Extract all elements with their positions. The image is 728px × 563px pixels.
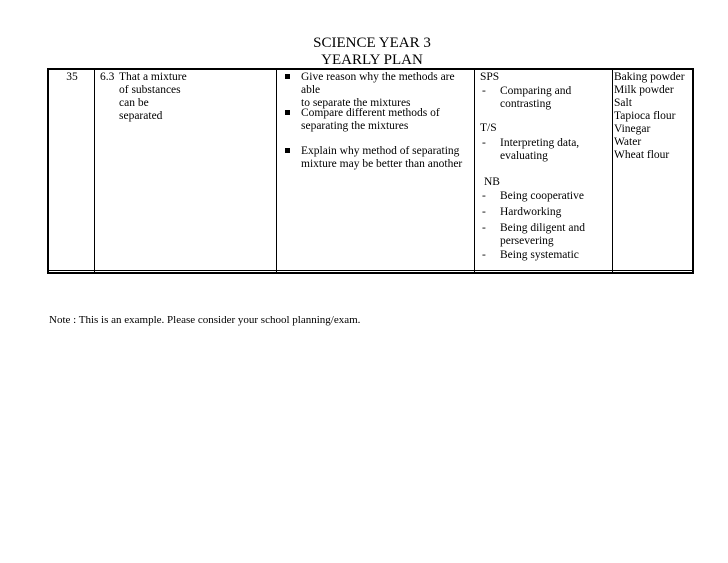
outcome-line: Compare different methods of bbox=[301, 107, 440, 119]
resource-item: Wheat flour bbox=[614, 149, 670, 161]
value-line: persevering bbox=[500, 235, 554, 247]
value-line: Being systematic bbox=[500, 249, 579, 261]
learning-objective-number: 6.3 bbox=[100, 71, 115, 83]
column-divider bbox=[276, 68, 277, 274]
resource-item: Water bbox=[614, 136, 642, 148]
square-bullet-icon bbox=[285, 148, 290, 153]
nb-heading: NB bbox=[484, 176, 500, 188]
resource-item: Vinegar bbox=[614, 123, 651, 135]
value-line: Being cooperative bbox=[500, 190, 584, 202]
skill-line: contrasting bbox=[500, 98, 552, 110]
resources-cell bbox=[614, 71, 692, 162]
square-bullet-icon bbox=[285, 74, 290, 79]
table-inner-border bbox=[49, 270, 692, 271]
footnote: Note : This is an example. Please consider your school planning/exam. bbox=[49, 314, 361, 326]
learning-objective-text bbox=[119, 71, 209, 123]
outcome-line: mixture may be better than another bbox=[301, 158, 463, 170]
skill-line: Comparing and bbox=[500, 85, 572, 97]
document-title: SCIENCE YEAR 3 bbox=[313, 35, 431, 51]
learning-objective-line: That a mixture bbox=[119, 71, 187, 83]
document-subtitle: YEARLY PLAN bbox=[321, 52, 423, 68]
resource-item: Salt bbox=[614, 97, 632, 109]
skill-line: evaluating bbox=[500, 150, 548, 162]
resource-item: Milk powder bbox=[614, 84, 674, 96]
outcome-line: to separate the mixtures bbox=[301, 97, 411, 109]
outcome-line: Explain why method of separating bbox=[301, 145, 460, 157]
resource-item: Tapioca flour bbox=[614, 110, 676, 122]
value-line: Hardworking bbox=[500, 206, 562, 218]
sps-heading: SPS bbox=[480, 71, 500, 83]
skill-line: Interpreting data, bbox=[500, 137, 580, 149]
outcome-line: Give reason why the methods are able bbox=[301, 71, 455, 96]
value-line: Being diligent and bbox=[500, 222, 585, 234]
learning-objective-line: of substances bbox=[119, 84, 181, 96]
outcome-line: separating the mixtures bbox=[301, 120, 409, 132]
square-bullet-icon bbox=[285, 110, 290, 115]
ts-heading: T/S bbox=[480, 122, 497, 134]
learning-objective-line: can be bbox=[119, 97, 149, 109]
column-divider bbox=[94, 68, 95, 274]
learning-objective-line: separated bbox=[119, 110, 163, 122]
week-cell: 35 bbox=[66, 71, 78, 83]
resource-item: Baking powder bbox=[614, 71, 685, 83]
